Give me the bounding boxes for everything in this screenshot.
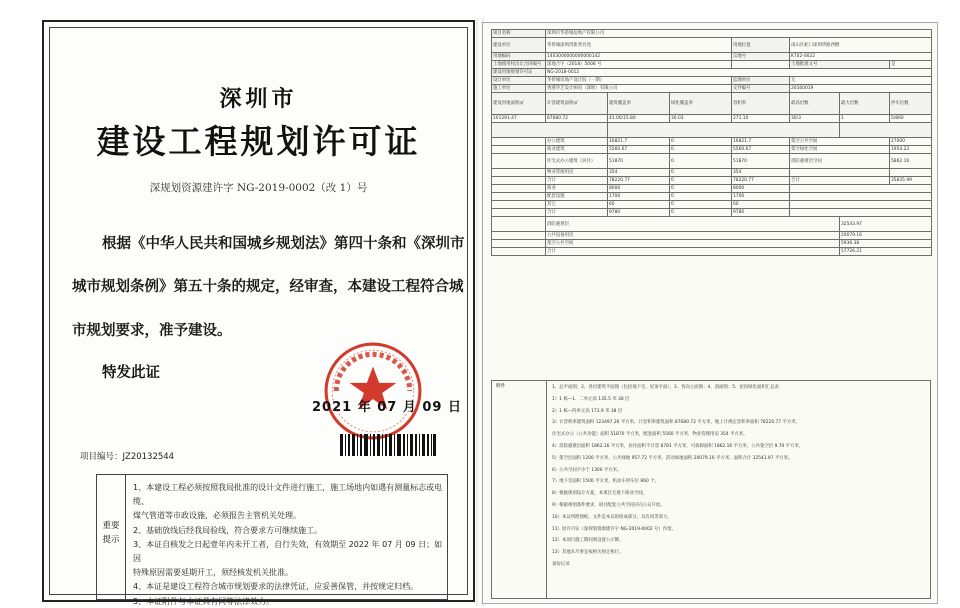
table-cell: 0 [670,138,732,146]
notice-list [133,481,443,608]
official-seal-icon [322,340,424,442]
note-line: 住宅式办公（公共功能）面积 51870 平方米，配套面积 5560 平方米，物业管理用房 354 平方米。 [552,432,748,438]
table-cell: 8000 [732,185,790,193]
body-line-2: 城市规划条例》第五十条的规定，经审查，本建设工程符合城 [72,279,464,295]
note-line: 12）本项目施工期间须设置公示牌。 [552,538,624,544]
note-line: 7）地下室面积 1500 平方米，机动车停车位 860 个。 [552,479,659,485]
note-line: 1、总平面图；2、各层建筑平面图（包括地下室、屋顶平面）；3、各向立面图；4、剖面图；5、屋顶绿化面积汇总表 [552,385,779,390]
table-cell: 78220.77 [732,177,790,185]
table-cell: 商业建筑 [546,146,608,154]
table-cell: 51870 [732,154,790,169]
table-cell: 计容建筑面积㎡ [546,93,608,115]
table-cell: 20079.16 [840,232,932,240]
table-cell: 271.10 [732,115,790,123]
table-cell: 建设用地面积㎡ [492,93,546,115]
table-cell: 文件编号 [732,85,790,93]
table-cell: 香港华艺设计顾问（深圳）有限公司 [546,85,732,93]
table-cell: 架空公共空间 [546,240,840,248]
table-cell: 建筑覆盖率 [608,93,670,115]
table-row [492,154,932,169]
table-cell [840,123,932,138]
table-cell: 9780 [608,209,670,217]
table-cell: 停车位数 [890,93,932,115]
table-cell: 无 [790,77,932,85]
table-row [492,69,932,77]
table-cell: 最高层数 [790,93,840,115]
table-cell [492,169,546,177]
table-cell: 1954.23 [890,146,932,154]
table-cell: 41.00/15.80 [608,115,670,123]
note-line: 6）公共空间不少于 1300 平方米。 [552,467,622,473]
table-row [492,177,932,185]
table-cell: 20160019 [790,85,932,93]
table-cell [492,185,546,193]
table-cell: 架空公共空间 [790,138,890,146]
table-cell: 5/860 [890,115,932,123]
table-cell: 设计单位 [492,77,546,85]
table-cell: 16821.7 [608,138,670,146]
table-cell: 1700 [732,193,790,201]
notice-divider [125,475,126,599]
table-cell [492,154,546,169]
table-cell: 32543.97 [840,217,932,232]
table-cell [790,201,932,209]
table-cell: 60 [732,201,790,209]
table-cell: 0 [670,201,732,209]
barcode-icon [340,434,436,456]
table-row [492,209,932,217]
table-cell: K702-0022 [790,53,932,61]
table-cell [492,240,546,248]
attachment-table [491,29,932,256]
table-row [492,77,932,85]
table-row [492,61,932,69]
certificate-number: 深规划资源建许字 NG-2019-0002（改 1）号 [149,182,368,194]
table-cell: 5936.38 [840,240,932,248]
notice-item: 煤气管道等市政设施，必须报告主管机关处理。 [133,511,301,521]
table-cell: 0 [670,185,732,193]
note-line: 5）架空层面积 1200 平方米，公共绿地 957.72 平方米，活动场地面积 20079.16 平方米，面积合计 32543.97 平方米。 [552,455,793,461]
table-cell: 容积率 [732,93,790,115]
table-cell: 华侨城深圳湾新贤名苑 [546,38,732,53]
notice-item: 4、本证是建设工程符合城市规划要求的法律凭证，应妥善保管，并按规定归档。 [133,582,419,592]
note-line: 3）计容积率建筑面积 123497.26 平方米，计容积率建筑面积 87680.72 平方米，地上计规定容积率面积 78220.77 平方米， [552,420,801,426]
table-cell: 0 [670,146,732,154]
table-cell: 其它 [546,201,608,209]
notice-label: 重要提示 [102,521,120,545]
table-cell [790,169,890,177]
table-cell: 合计 [546,209,608,217]
table-row [492,185,932,193]
table-cell: 合计 [546,177,608,185]
table-cell [608,123,840,138]
table-row [492,38,932,53]
table-row [492,193,932,201]
table-row [492,146,932,154]
table-cell: 30/3 [790,115,840,123]
note-line: 备份记录 [552,561,570,567]
table-row [492,123,932,138]
table-cell: 1 [840,115,890,123]
table-row [492,93,932,115]
table-cell: 办公建筑 [546,138,608,146]
table-cell: 0 [670,193,732,201]
table-row [492,30,932,38]
table-cell: 合计 [790,177,890,185]
table-cell: 是 [890,61,932,69]
table-cell: 消防避难层空间 [790,154,890,169]
table-cell: 0 [670,177,732,185]
table-cell: 8000 [608,185,670,193]
table-cell: 用地位置 [732,38,790,53]
table-cell: 354 [732,169,790,177]
table-row [492,169,932,177]
table-cell [732,61,790,69]
note-line: 4）消防避难层面积 1862.16 平方米，居住面积不计容 8781 平方米，可拆卸面积 1862.16 平方米，公共架空层 9.70 平方米。 [552,443,804,449]
table-cell: 物业管理用房 [546,169,608,177]
table-cell: 5862.16 [890,154,932,169]
permit-certificate [42,20,475,606]
table-cell: 101291.47 [492,115,546,123]
table-cell: 35835.99 [890,177,932,185]
table-cell: 5560.67 [608,146,670,154]
note-line: 1）1 栋—1、二单元高 135.5 米 38 层 [552,396,630,402]
table-cell: 354 [608,169,670,177]
table-cell [790,209,932,217]
note-line: 9）根据规划条件要求，项目配套公共空间应向公众开放。 [552,502,665,508]
table-cell: 78220.77 [608,177,670,185]
table-cell: 商业 [546,185,608,193]
important-notice-box [96,474,448,606]
attachment-notes [491,380,931,599]
notice-item: 2、基础放线后经我局验线，符合要求方可继续施工。 [133,525,323,535]
notice-item: 1、本建设工程必须按照我局批准的设计文件进行施工，施工场地内如遇有测量标志或电缆、 [133,483,443,507]
table-cell: 绿化覆盖率 [670,93,732,115]
table-cell: 51870 [608,154,670,169]
table-cell [492,209,546,217]
table-cell [492,146,546,154]
table-cell [492,138,546,146]
table-cell: 0 [670,169,732,177]
table-cell: 施工单位 [492,85,546,93]
table-cell: 60 [608,201,670,209]
table-row [492,232,932,240]
table-cell: 最大层数 [840,93,890,115]
table-cell: 项目名称 [492,30,546,38]
notice-item: 特殊原因需要延期开工，须经核发机关批准。 [133,568,293,578]
certificate-title: 建设工程规划许可证 [96,122,421,161]
table-cell [492,177,546,185]
table-cell: 宗地号 [732,53,790,61]
project-number: 项目编号：JZ20132544 [80,452,175,462]
notice-item: 5、本证附件与本证具有同等法律效力。 [133,596,275,606]
notes-label: 附件 [496,384,506,389]
table-cell: 建设单位 [492,38,546,53]
table-cell: 0 [670,209,732,217]
table-cell: 1700 [608,193,670,201]
table-cell: 57726.21 [840,248,932,256]
table-cell: NG-2018-0012 [546,69,932,77]
note-line: 8）根据规划设计方案，本项目无地下商业空间。 [552,491,647,497]
table-cell [790,193,932,201]
table-cell: 用地编码 [492,53,546,61]
table-cell: 合计 [546,248,840,256]
table-cell: 监理单位 [732,77,790,85]
table-cell: 住宅式办公建筑（居住） [546,154,608,169]
table-row [492,248,932,256]
table-cell: 16821.7 [732,138,790,146]
table-cell: 消防避难层 [546,217,840,232]
note-line: 2）1 栋—四单元高 173.9 米 38 层 [552,408,623,414]
table-row [492,138,932,146]
table-cell: 土地批准文号 [790,61,890,69]
table-cell: 华侨城房地产设计院（一期） [546,77,732,85]
body-line-1: 根据《中华人民共和国城乡规划法》第四十条和《深圳市 [102,236,465,252]
notice-item: 3、本证自核发之日起壹年内未开工者，自行失效，有效期至 2022 年 07 月 09 日；如因 [133,539,443,564]
table-cell [890,169,932,177]
issue-date: 2021 年 07 月 09 日 [312,400,462,415]
table-cell: 配套设施 [546,193,608,201]
table-cell: 0 [670,154,732,169]
table-cell [790,185,932,193]
table-row [492,115,932,123]
table-cell: 30.03 [670,115,732,123]
table-cell [492,232,546,240]
table-cell [492,217,546,232]
table-cell: 深圳市华侨城房地产有限公司 [546,30,932,38]
table-cell [492,193,546,201]
table-row [492,85,932,93]
special-issue-text: 特发此证 [102,365,160,381]
table-row [492,217,932,232]
table-cell: 9780 [732,209,790,217]
note-line: 10）本证所附图纸、文件是本证的组成部分，具有同等效力。 [552,514,672,520]
table-row [492,240,932,248]
permit-attachment [482,22,938,604]
table-cell: 公共设备用房 [546,232,840,240]
table-row [492,53,932,61]
table-cell: 深地合字（2018）5008 号 [546,61,732,69]
note-line: 13）其他未尽事宜按相关规定执行。 [552,550,624,556]
table-cell: 5560.67 [732,146,790,154]
issuing-city: 深圳市 [219,86,298,112]
table-cell: 架空绿化空间 [790,146,890,154]
notes-label-column [492,381,547,598]
table-row [492,201,932,209]
table-cell [492,201,546,209]
table-cell: 南山区蛇口深圳湾路西侧 [790,38,932,53]
body-line-3: 市规划要求，准予建设。 [72,323,232,339]
table-cell: 建设用地规划许可证 [492,69,546,77]
table-cell: 土地使用权出让合同编号 [492,61,546,69]
notes-list [552,382,928,571]
table-cell [492,123,608,138]
table-cell [492,248,546,256]
table-cell: 87680.72 [546,115,608,123]
table-cell: 27000 [890,138,932,146]
table-cell: 1403000000000000142 [546,53,732,61]
note-line: 11）原许可证（深规划资源建许字 NG-2019-0002 号）作废。 [552,526,677,532]
